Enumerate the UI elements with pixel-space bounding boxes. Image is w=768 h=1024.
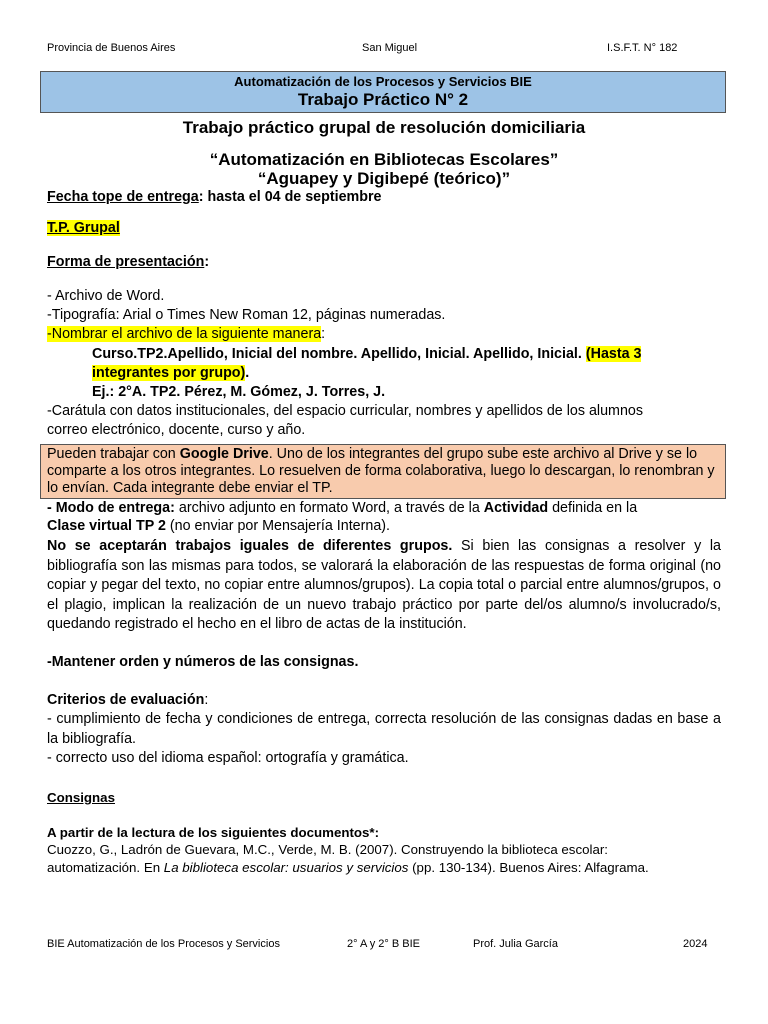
delivery-text-3: (no enviar por Mensajería Interna).	[165, 518, 391, 534]
file-format-example: Ej.: 2°A. TP2. Pérez, M. Gómez, J. Torres, J.	[92, 384, 386, 400]
consignas-heading: Consignas	[47, 790, 115, 805]
deadline	[47, 188, 382, 208]
file-format-limit-a: (Hasta 3	[585, 346, 642, 362]
criteria-heading-line	[47, 691, 208, 711]
order-instruction: -Mantener orden y números de las consignas.	[47, 654, 359, 670]
file-format-line-1	[92, 345, 641, 365]
delivery-activity: Actividad	[483, 500, 549, 516]
google-drive-note	[40, 444, 726, 499]
consignas-intro: A partir de la lectura de los siguientes documentos*:	[47, 825, 380, 840]
google-drive-label: Google Drive	[179, 446, 269, 462]
presentation-colon: :	[204, 254, 210, 270]
criteria-heading: Criterios de evaluación	[47, 692, 205, 708]
reference-text-b: (pp. 130-134). Buenos Aires: Alfagrama.	[408, 860, 649, 875]
presentation-heading-line	[47, 253, 209, 273]
file-format-text: Curso.TP2.Apellido, Inicial del nombre. Apellido, Inicial. Apellido, Inicial.	[92, 346, 586, 362]
title-box	[40, 71, 726, 113]
header-institute: I.S.F.T. N° 182	[607, 42, 678, 54]
header-province: Provincia de Buenos Aires	[47, 42, 176, 54]
criteria-item-2: - correcto uso del idioma español: ortografía y gramática.	[47, 750, 409, 766]
drive-note-text-1: Pueden trabajar con	[47, 446, 180, 462]
deadline-label: Fecha tope de entrega	[47, 189, 199, 205]
group-label-line	[47, 219, 120, 239]
presentation-item-3	[47, 325, 325, 345]
deadline-value: : hasta el 04 de septiembre	[198, 189, 382, 205]
file-format-line-2	[92, 364, 249, 384]
footer-course: 2° A y 2° B BIE	[347, 938, 421, 950]
reference-line-1: Cuozzo, G., Ladrón de Guevara, M.C., Verde, M. B. (2007). Construyendo la biblioteca escolar:	[47, 842, 608, 857]
group-label: T.P. Grupal	[47, 220, 120, 236]
assignment-subtitle: Trabajo práctico grupal de resolución domiciliaria	[182, 118, 586, 137]
criteria-colon: :	[204, 692, 209, 708]
criteria-item-1: - cumplimiento de fecha y condiciones de entrega, correcta resolución de las consignas dadas en base a la bibliografía.	[47, 711, 721, 747]
file-naming-instruction: -Nombrar el archivo de la siguiente manera	[47, 326, 322, 342]
file-format-limit-b: integrantes por grupo)	[92, 365, 246, 381]
footer-year: 2024	[683, 938, 708, 950]
assignment-title: Trabajo Práctico N° 2	[297, 90, 469, 109]
subject-title: Automatización de los Procesos y Servicios BIE	[234, 74, 532, 89]
file-naming-colon: :	[321, 326, 326, 342]
delivery-text-2: definida en la	[548, 500, 638, 516]
delivery-label: - Modo de entrega:	[47, 500, 175, 516]
main-title-line2: “Aguapey y Digibepé (teórico)”	[257, 169, 511, 188]
delivery-class: Clase virtual TP 2	[47, 518, 166, 534]
reference-text-a: automatización. En	[47, 860, 164, 875]
main-title-line1: “Automatización en Bibliotecas Escolares”	[209, 150, 559, 169]
cover-line-1: -Carátula con datos institucionales, del espacio curricular, nombres y apellidos de los alumnos	[47, 403, 644, 419]
presentation-item-1: - Archivo de Word.	[47, 288, 165, 304]
drive-note-text-2: . Uno de los integrantes del grupo sube este archivo al Drive y se lo comparte a los otros integrantes. Lo resuelven de forma colaborativa, luego lo descargan, lo renombran y lo envían. Cada integrante debe enviar el TP.	[47, 446, 715, 496]
presentation-heading: Forma de presentación	[47, 254, 205, 270]
footer-subject: BIE Automatización de los Procesos y Servicios	[47, 938, 280, 950]
header-city: San Miguel	[362, 42, 418, 54]
footer-teacher: Prof. Julia García	[473, 938, 558, 950]
no-copies-text: Si bien las consignas a resolver y la bibliografía son las mismas para todos, se valorará la elaboración de las respuestas de forma original (no copiar y pegar del texto, no copiar entre alumnos/grupos). La copia total o parcial entre alumnos/grupos, o el plagio, implican la realización de un nuevo trabajo práctico por parte del/os alumno/s involucrado/s, quedando registrado el hecho en el libro de actas de la institución.	[47, 538, 722, 632]
no-copies-bold: No se aceptarán trabajos iguales de diferentes grupos.	[47, 538, 453, 554]
file-format-period: .	[245, 365, 250, 381]
reference-book-title: La biblioteca escolar: usuarios y servicios	[163, 860, 409, 875]
cover-line-2: correo electrónico, docente, curso y año.	[47, 422, 306, 438]
reference-line-2	[47, 858, 649, 878]
delivery-mode	[47, 499, 721, 535]
no-copies-paragraph	[47, 537, 721, 635]
presentation-item-2: -Tipografía: Arial o Times New Roman 12, páginas numeradas.	[47, 307, 446, 323]
delivery-text-1: archivo adjunto en formato Word, a través de la	[174, 500, 484, 516]
